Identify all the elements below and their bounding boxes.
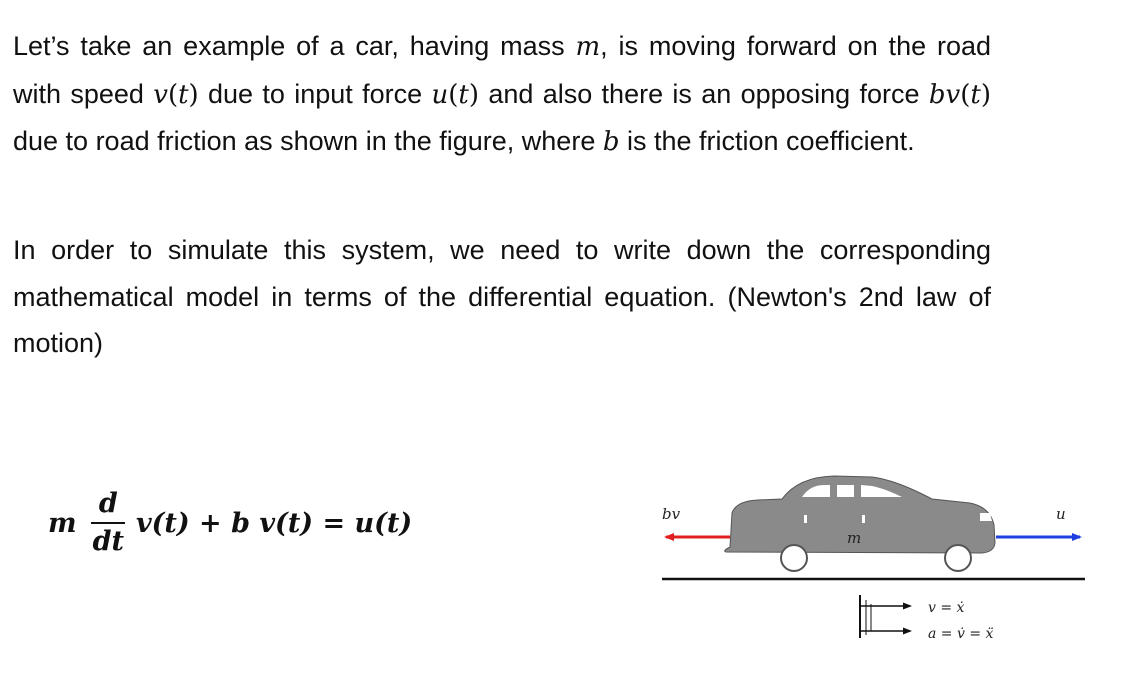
car-force-diagram: [640, 455, 1090, 655]
paragraph-text: and also there is an opposing force: [479, 78, 929, 109]
newton-equation: [48, 478, 412, 568]
equation-rest: v(t) + b v(t) = u(t): [135, 507, 413, 539]
paragraph-text: is the friction coefficient.: [619, 126, 915, 156]
car-door-handle: [804, 515, 807, 523]
mass-label: m: [847, 529, 862, 547]
paragraph-text: due to input force: [198, 78, 432, 109]
math-paren: ): [188, 79, 199, 110]
car-window-middle: [837, 485, 854, 497]
input-force-label: u: [1056, 505, 1066, 523]
math-input-force: [431, 80, 479, 110]
paragraph-text: Let’s take an example of a car, having mass: [13, 31, 576, 61]
acceleration-relation: a = v̇ = ẍ: [928, 626, 994, 642]
math-symbol: t: [970, 79, 981, 110]
model-paragraph: In order to simulate this system, we need to write down the corresponding mathematical model in terms of the differential equation. (Newton's 2nd law of motion): [13, 235, 991, 358]
math-symbol: t: [178, 79, 189, 110]
math-symbol: bv: [928, 79, 961, 110]
math-symbol: v: [153, 79, 168, 110]
car-front-wheel: [945, 545, 971, 571]
math-friction-force: [929, 80, 991, 110]
math-paren: (: [448, 79, 459, 110]
math-paren: (: [960, 79, 971, 110]
fraction-denominator: dt: [92, 526, 124, 557]
paragraph-text: , is moving forward on the road with speed: [13, 31, 991, 109]
derivative-fraction: [91, 489, 126, 557]
math-speed: [153, 80, 198, 110]
intro-paragraph: [13, 23, 991, 166]
car-door-handle: [862, 515, 865, 523]
math-symbol: t: [458, 79, 469, 110]
equation-mass: m: [48, 507, 77, 539]
math-paren: ): [980, 79, 991, 110]
math-friction-coefficient: b: [602, 127, 620, 157]
car-headlight: [980, 513, 992, 521]
fraction-numerator: d: [98, 488, 118, 519]
car-rear-wheel: [781, 545, 807, 571]
velocity-relation: v = ẋ: [928, 600, 965, 616]
math-paren: (: [167, 79, 179, 110]
paragraph-text: due to road friction as shown in the figure, where: [13, 126, 603, 156]
math-paren: ): [468, 79, 479, 110]
math-mass: m: [575, 32, 601, 62]
fraction-bar: [91, 522, 125, 524]
math-symbol: u: [431, 79, 449, 110]
friction-label: bv: [662, 505, 681, 523]
